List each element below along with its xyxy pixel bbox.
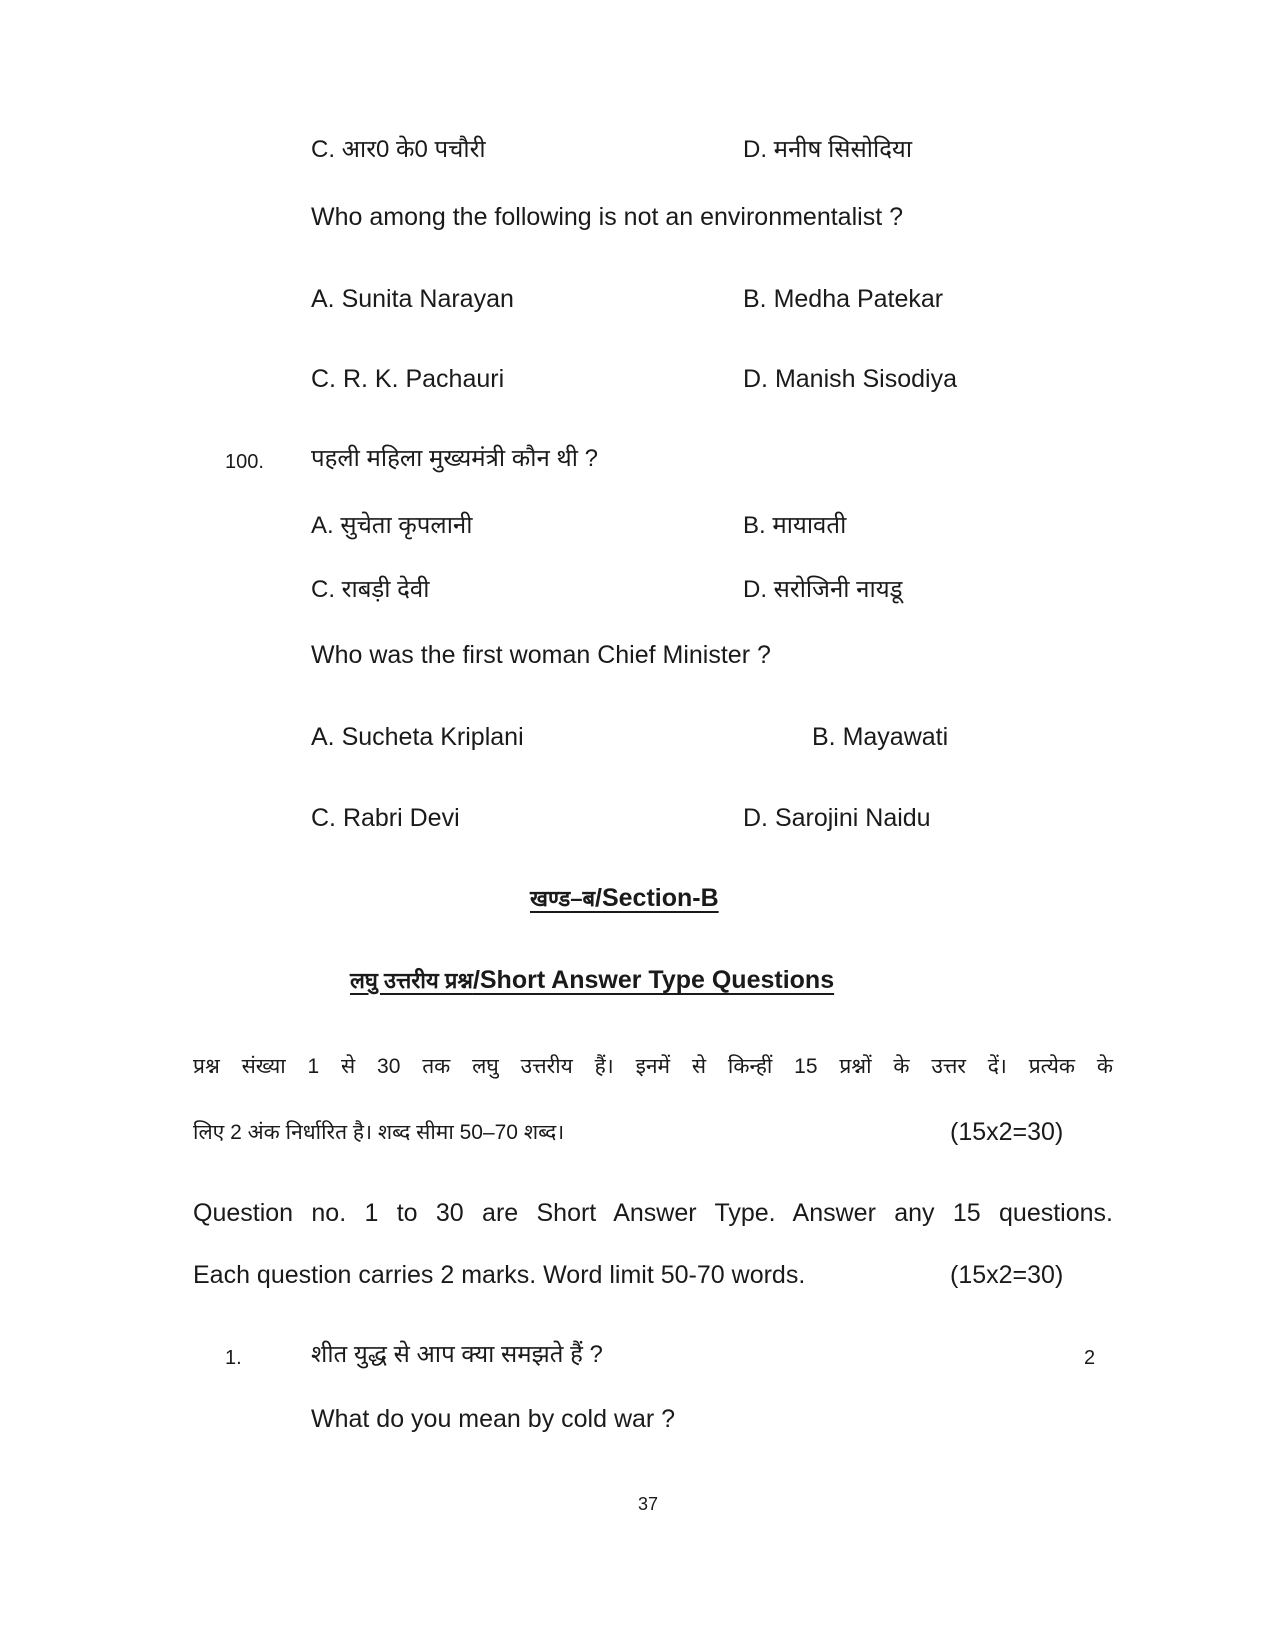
instructions-english-line-1: Question no. 1 to 30 are Short Answer Type. Answer any 15 questions. (193, 1199, 1113, 1227)
section-subtitle (350, 968, 834, 993)
question-hindi: पहली महिला मुख्यमंत्री कौन थी ? (311, 445, 598, 472)
option-c-hindi: C. आर0 के0 पचौरी (311, 136, 486, 163)
question-number: 100. (225, 451, 264, 473)
marks-english: (15x2=30) (950, 1261, 1064, 1289)
option-d-english: D. Sarojini Naidu (743, 804, 931, 832)
question-english: What do you mean by cold war ? (311, 1405, 676, 1433)
option-c-english: C. Rabri Devi (311, 804, 460, 832)
option-b-hindi: B. मायावती (743, 512, 847, 539)
option-b-english: B. Medha Patekar (743, 285, 944, 313)
section-subtitle-english: /Short Answer Type Questions (472, 966, 835, 994)
option-d-hindi: D. सरोजिनी नायडू (743, 576, 903, 603)
marks-hindi: (15x2=30) (950, 1118, 1064, 1146)
question-marks: 2 (1084, 1347, 1096, 1369)
instructions-hindi-line-1: प्रश्न संख्या 1 से 30 तक लघु उत्तरीय हैं। इनमें से किन्हीं 15 प्रश्नों के उत्तर दें। प्रत्येक के (193, 1055, 1113, 1078)
option-c-english: C. R. K. Pachauri (311, 365, 505, 393)
option-c-hindi: C. राबड़ी देवी (311, 576, 430, 603)
option-d-hindi: D. मनीष सिसोदिया (743, 136, 913, 163)
section-subtitle-hindi: लघु उत्तरीय प्रश्न (350, 968, 473, 993)
option-a-english: A. Sunita Narayan (311, 285, 514, 313)
option-a-hindi: A. सुचेता कृपलानी (311, 512, 473, 539)
option-a-english: A. Sucheta Kriplani (311, 723, 524, 751)
question-english: Who was the first woman Chief Minister ? (311, 641, 771, 669)
section-title-hindi: खण्ड–ब (530, 886, 596, 911)
question-number: 1. (225, 1347, 242, 1369)
question-hindi: शीत युद्ध से आप क्या समझते हैं ? (311, 1341, 603, 1368)
page-number: 37 (638, 1494, 659, 1514)
option-d-english: D. Manish Sisodiya (743, 365, 957, 393)
instructions-hindi-line-2: लिए 2 अंक निर्धारित है। शब्द सीमा 50–70 शब्द। (193, 1121, 565, 1144)
option-b-english: B. Mayawati (812, 723, 949, 751)
section-title (530, 886, 719, 911)
section-title-english: /Section-B (595, 884, 719, 912)
question-english: Who among the following is not an environmentalist ? (311, 203, 903, 231)
instructions-english-line-2: Each question carries 2 marks. Word limit 50-70 words. (193, 1261, 806, 1289)
